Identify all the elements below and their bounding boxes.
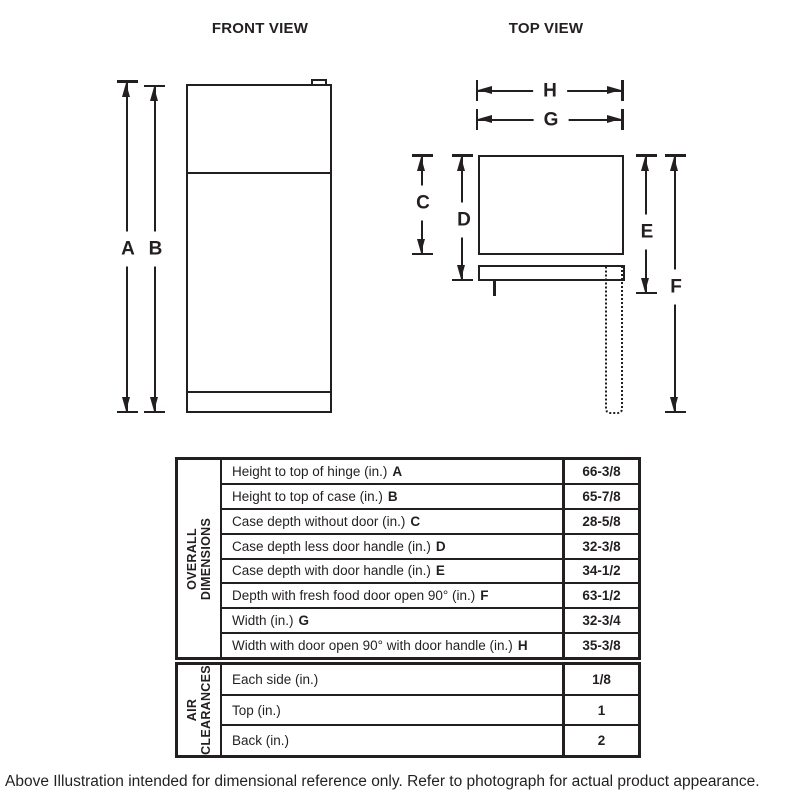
row-value: 34-1/2: [562, 560, 638, 583]
air-clearances-table: [175, 662, 641, 758]
dim-g-arrowhead-right-icon: [607, 115, 621, 123]
dim-b-bottom-tick: [144, 411, 165, 414]
dimension-label-c: C: [413, 186, 433, 221]
overall-dimensions-header: OVERALL DIMENSIONS: [185, 517, 213, 600]
dim-g-arrowhead-left-icon: [478, 115, 492, 123]
overall-dimensions-table: [175, 457, 641, 660]
dim-a-arrowhead-down-icon: [122, 397, 130, 411]
door-open-dashed-outline: [605, 266, 623, 414]
dimension-label-f: F: [667, 270, 685, 305]
table-row: [222, 634, 638, 657]
dim-f-arrowhead-down-icon: [670, 397, 678, 411]
table-row: [222, 560, 638, 585]
dim-g-right-tick: [621, 109, 624, 130]
table-row: [222, 535, 638, 560]
door-handle-line: [493, 280, 496, 296]
dim-c-arrowhead-up-icon: [417, 157, 425, 171]
hinge-tab: [311, 79, 327, 86]
dimension-label-h: H: [533, 80, 567, 101]
dim-a-bottom-tick: [117, 411, 138, 414]
row-label: Back (in.): [232, 733, 290, 749]
dim-d-arrowhead-up-icon: [457, 157, 465, 171]
overall-dimensions-header-cell: [178, 460, 222, 657]
case-top-outline: [478, 155, 624, 255]
table-row: [222, 726, 638, 755]
table-row: [222, 510, 638, 535]
row-value: 1/8: [562, 665, 638, 694]
dim-c-arrowhead-down-icon: [417, 239, 425, 253]
freezer-divider-line: [188, 172, 330, 174]
row-label: Width (in.) G: [232, 613, 310, 629]
table-row: [222, 584, 638, 609]
dim-e-bottom-tick: [636, 292, 657, 295]
front-view-title: FRONT VIEW: [211, 20, 309, 37]
row-label: Width with door open 90° with door handle (in.) H: [232, 638, 528, 654]
top-view-title: TOP VIEW: [508, 20, 584, 37]
row-label: Case depth without door (in.) C: [232, 513, 421, 529]
row-value: 65-7/8: [562, 485, 638, 508]
row-label: Height to top of case (in.) B: [232, 488, 398, 504]
dim-h-right-tick: [621, 80, 624, 101]
dimension-label-e: E: [638, 215, 657, 250]
dimension-label-g: G: [534, 109, 569, 130]
row-value: 32-3/4: [562, 609, 638, 632]
door-outline: [478, 265, 625, 281]
dim-b-arrowhead-up-icon: [150, 87, 158, 101]
table-row: [222, 665, 638, 696]
row-label: Depth with fresh food door open 90° (in.) F: [232, 588, 489, 604]
row-value: 63-1/2: [562, 584, 638, 607]
dim-h-arrowhead-left-icon: [478, 86, 492, 94]
row-label: Height to top of hinge (in.) A: [232, 463, 403, 479]
row-value: 28-5/8: [562, 510, 638, 533]
disclaimer-caption: Above Illustration intended for dimensional reference only. Refer to photograph for actual product appearance.: [5, 773, 760, 790]
dimension-label-b: B: [146, 232, 166, 267]
row-value: 2: [562, 726, 638, 755]
air-clearances-header-cell: [178, 665, 222, 755]
dim-c-bottom-tick: [412, 253, 433, 256]
dim-h-arrowhead-right-icon: [607, 86, 621, 94]
table-row: [222, 609, 638, 634]
dim-f-bottom-tick: [665, 411, 686, 414]
table-row: [222, 696, 638, 727]
row-value: 1: [562, 696, 638, 725]
row-value: 35-3/8: [562, 634, 638, 657]
dim-d-bottom-tick: [452, 279, 473, 282]
dim-b-arrowhead-down-icon: [150, 397, 158, 411]
row-value: 66-3/8: [562, 460, 638, 483]
dim-e-arrowhead-up-icon: [641, 157, 649, 171]
row-label: Each side (in.): [232, 671, 319, 687]
row-label: Case depth less door handle (in.) D: [232, 538, 446, 554]
air-clearances-header: AIR CLEARANCES: [185, 665, 213, 755]
dimension-label-d: D: [454, 203, 474, 238]
dimension-label-a: A: [118, 232, 138, 267]
dim-f-arrowhead-up-icon: [670, 157, 678, 171]
table-row: [222, 460, 638, 485]
kick-plate-line: [188, 391, 330, 393]
row-label: Case depth with door handle (in.) E: [232, 563, 445, 579]
row-label: Top (in.): [232, 702, 281, 718]
row-value: 32-3/8: [562, 535, 638, 558]
dim-d-arrowhead-down-icon: [457, 265, 465, 279]
dim-a-arrowhead-up-icon: [122, 83, 130, 97]
air-clearances-rows: [222, 665, 638, 755]
fridge-body-outline: [186, 84, 332, 413]
table-row: [222, 485, 638, 510]
dim-e-arrowhead-down-icon: [641, 278, 649, 292]
overall-dimensions-rows: [222, 460, 638, 657]
